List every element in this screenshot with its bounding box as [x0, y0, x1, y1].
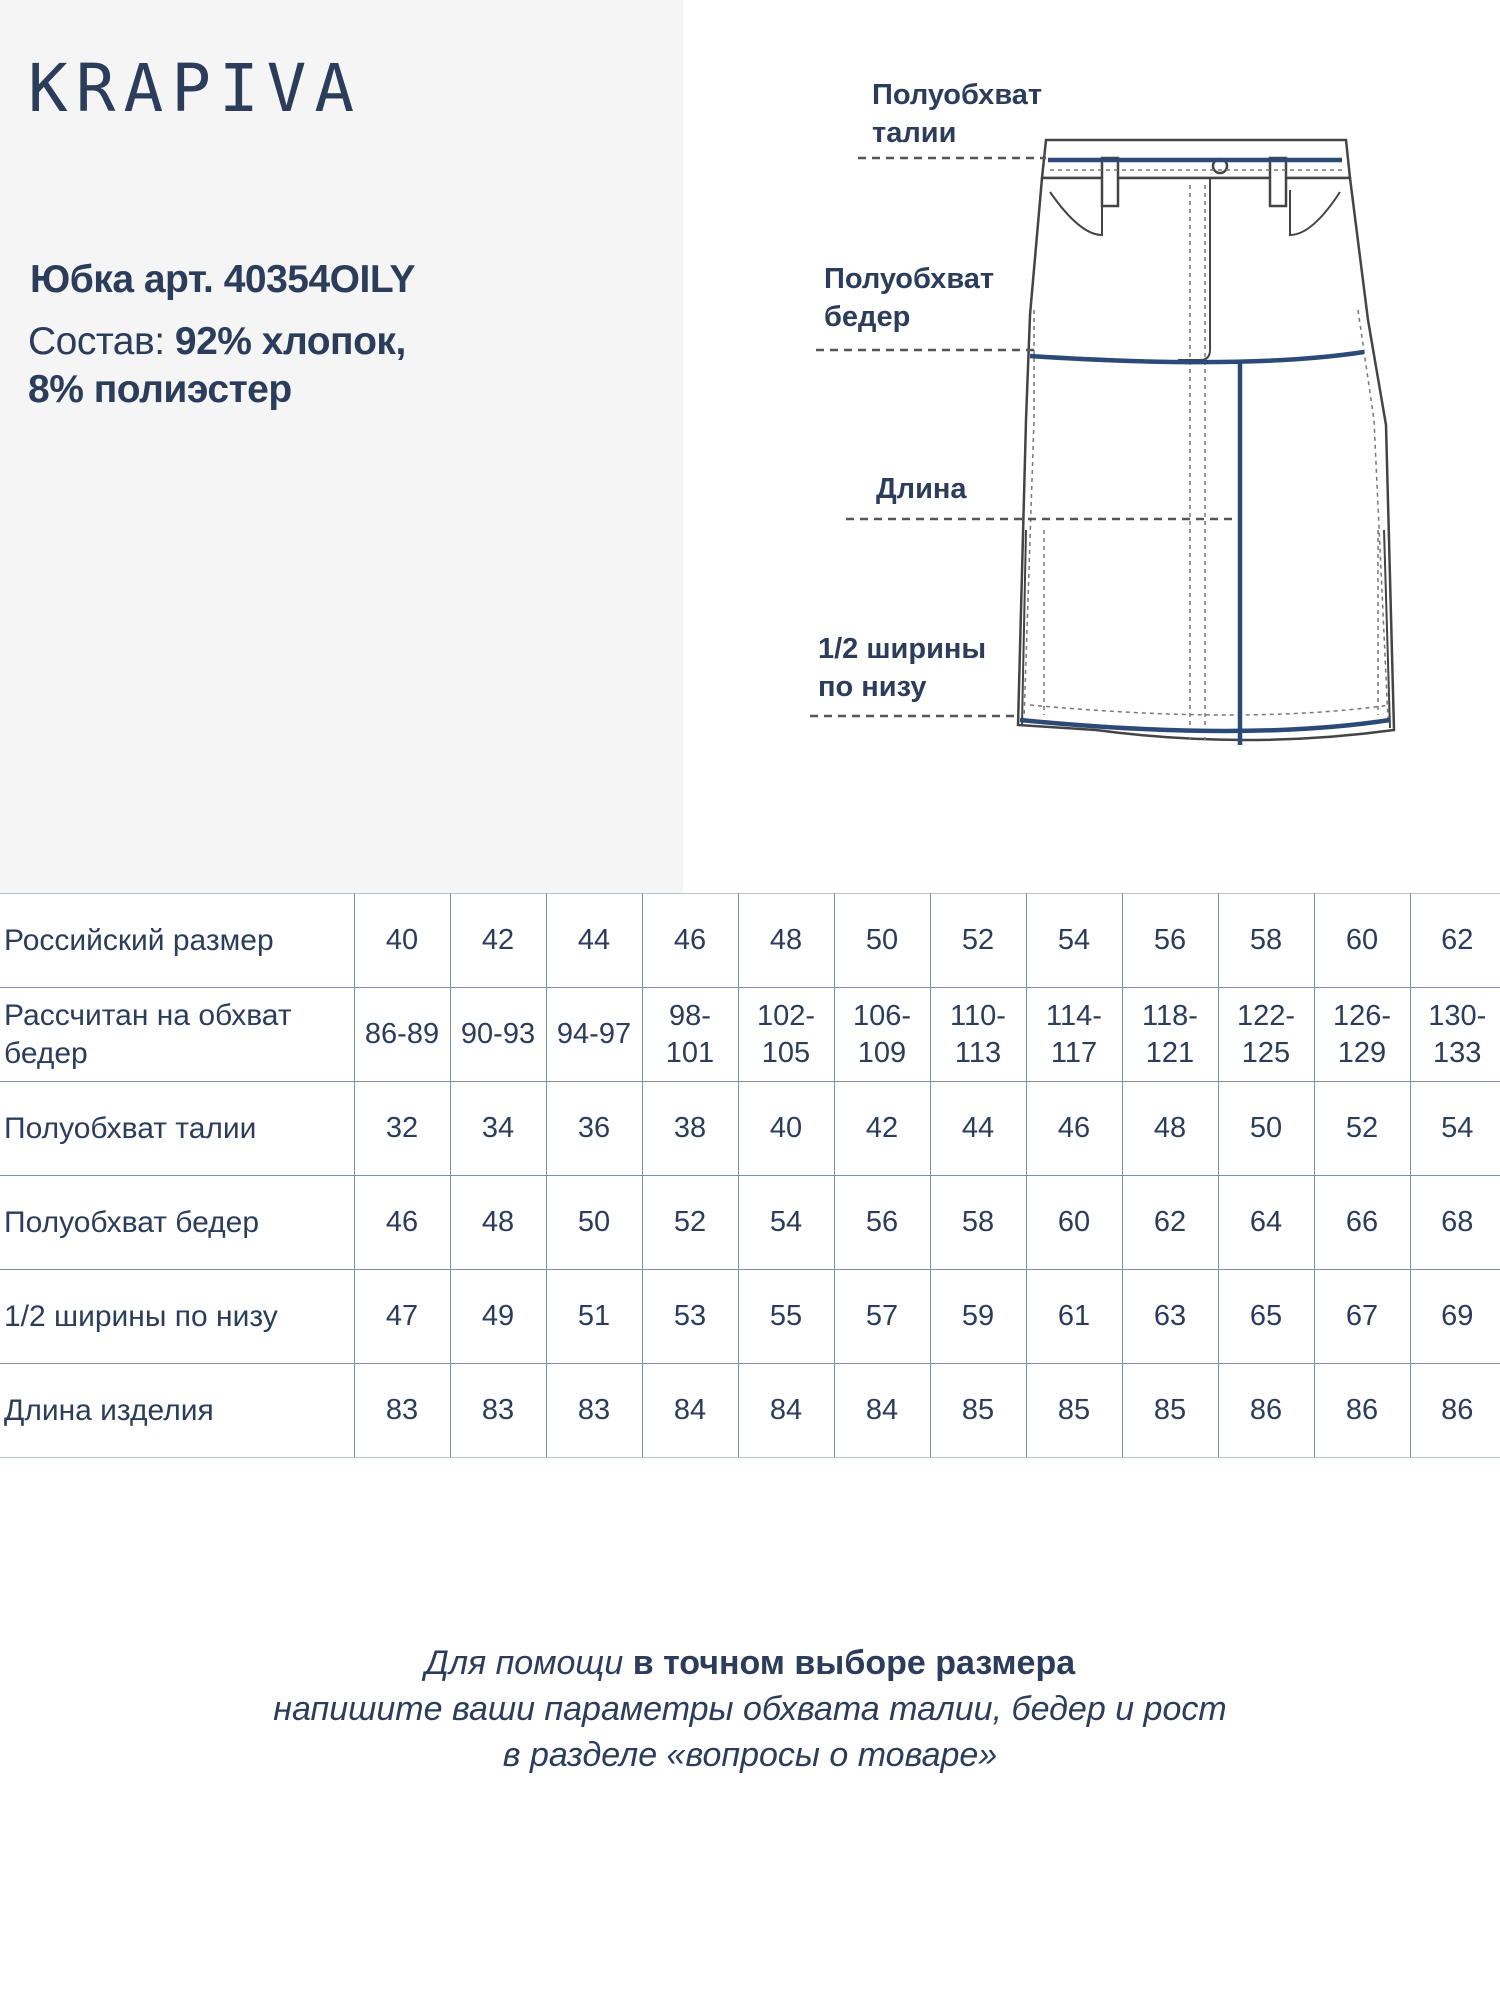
- table-cell: 69: [1410, 1270, 1500, 1364]
- row-label: Рассчитан на обхват бедер: [0, 988, 354, 1082]
- table-cell: 62: [1410, 894, 1500, 988]
- length-label: Длина: [876, 473, 967, 505]
- table-cell: 50: [1218, 1082, 1314, 1176]
- table-cell: 118- 121: [1122, 988, 1218, 1082]
- table-cell: 64: [1218, 1176, 1314, 1270]
- table-cell: 55: [738, 1270, 834, 1364]
- table-cell: 34: [450, 1082, 546, 1176]
- table-cell: 40: [738, 1082, 834, 1176]
- table-cell: 114- 117: [1026, 988, 1122, 1082]
- table-cell: 56: [834, 1176, 930, 1270]
- row-label: 1/2 ширины по низу: [0, 1270, 354, 1364]
- table-cell: 52: [642, 1176, 738, 1270]
- table-cell: 38: [642, 1082, 738, 1176]
- skirt-body-shape: [1018, 178, 1394, 740]
- table-cell: 52: [930, 894, 1026, 988]
- table-cell: 90-93: [450, 988, 546, 1082]
- table-cell: 49: [450, 1270, 546, 1364]
- composition-line2: 8% полиэстер: [28, 368, 292, 411]
- composition-line1: 92% хлопок,: [174, 320, 406, 363]
- table-cell: 46: [642, 894, 738, 988]
- table-cell: 44: [930, 1082, 1026, 1176]
- table-cell: 86: [1314, 1364, 1410, 1458]
- table-cell: 122- 125: [1218, 988, 1314, 1082]
- row-label: Длина изделия: [0, 1364, 354, 1458]
- table-cell: 65: [1218, 1270, 1314, 1364]
- table-row: [0, 988, 1500, 1082]
- composition: [28, 318, 406, 414]
- product-title: Юбка арт. 40354OILY: [30, 258, 416, 301]
- table-cell: 85: [930, 1364, 1026, 1458]
- size-table: [0, 893, 1500, 1458]
- table-cell: 130- 133: [1410, 988, 1500, 1082]
- table-cell: 68: [1410, 1176, 1500, 1270]
- table-cell: 40: [354, 894, 450, 988]
- table-cell: 94-97: [546, 988, 642, 1082]
- table-cell: 54: [1026, 894, 1122, 988]
- table-cell: 126- 129: [1314, 988, 1410, 1082]
- table-cell: 50: [834, 894, 930, 988]
- table-cell: 83: [354, 1364, 450, 1458]
- table-cell: 59: [930, 1270, 1026, 1364]
- table-cell: 62: [1122, 1176, 1218, 1270]
- table-cell: 84: [642, 1364, 738, 1458]
- table-cell: 57: [834, 1270, 930, 1364]
- table-cell: 58: [1218, 894, 1314, 988]
- table-cell: 63: [1122, 1270, 1218, 1364]
- table-cell: 50: [546, 1176, 642, 1270]
- table-cell: 44: [546, 894, 642, 988]
- size-help-note: Для помощи в точном выборе размера напишите ваши параметры обхвата талии, бедер и рост в разделе «вопросы о товаре»: [273, 1644, 1227, 1774]
- row-label: Российский размер: [0, 894, 354, 988]
- table-cell: 67: [1314, 1270, 1410, 1364]
- table-cell: 102- 105: [738, 988, 834, 1082]
- table-cell: 42: [450, 894, 546, 988]
- table-cell: 60: [1314, 894, 1410, 988]
- table-cell: 36: [546, 1082, 642, 1176]
- table-cell: 48: [1122, 1082, 1218, 1176]
- info-panel: [0, 0, 683, 893]
- table-cell: 84: [738, 1364, 834, 1458]
- brand-logo: KRAPIVA: [28, 50, 363, 127]
- table-row: [0, 1082, 1500, 1176]
- row-label: Полуобхват бедер: [0, 1176, 354, 1270]
- table-cell: 54: [738, 1176, 834, 1270]
- table-cell: 53: [642, 1270, 738, 1364]
- table-cell: 110- 113: [930, 988, 1026, 1082]
- table-cell: 51: [546, 1270, 642, 1364]
- table-cell: 60: [1026, 1176, 1122, 1270]
- table-cell: 86-89: [354, 988, 450, 1082]
- table-cell: 47: [354, 1270, 450, 1364]
- table-cell: 52: [1314, 1082, 1410, 1176]
- table-cell: 32: [354, 1082, 450, 1176]
- table-row: [0, 1270, 1500, 1364]
- table-cell: 106- 109: [834, 988, 930, 1082]
- table-cell: 66: [1314, 1176, 1410, 1270]
- table-row: [0, 894, 1500, 988]
- table-cell: 61: [1026, 1270, 1122, 1364]
- table-cell: 56: [1122, 894, 1218, 988]
- table-cell: 85: [1026, 1364, 1122, 1458]
- table-cell: 48: [450, 1176, 546, 1270]
- table-cell: 58: [930, 1176, 1026, 1270]
- table-cell: 98- 101: [642, 988, 738, 1082]
- table-row: [0, 1364, 1500, 1458]
- table-cell: 83: [546, 1364, 642, 1458]
- table-cell: 86: [1410, 1364, 1500, 1458]
- table-cell: 54: [1410, 1082, 1500, 1176]
- table-cell: 86: [1218, 1364, 1314, 1458]
- row-label: Полуобхват талии: [0, 1082, 354, 1176]
- table-cell: 42: [834, 1082, 930, 1176]
- table-cell: 84: [834, 1364, 930, 1458]
- table-cell: 46: [354, 1176, 450, 1270]
- skirt-diagram: [700, 60, 1500, 760]
- table-row: [0, 1176, 1500, 1270]
- hem-label: 1/2 ширины по низу: [818, 633, 987, 703]
- table-cell: 46: [1026, 1082, 1122, 1176]
- waist-label: Полуобхват талии: [872, 79, 1043, 149]
- composition-label: Состав:: [28, 320, 165, 363]
- hips-label: Полуобхват бедер: [824, 263, 995, 333]
- table-cell: 85: [1122, 1364, 1218, 1458]
- table-cell: 83: [450, 1364, 546, 1458]
- table-cell: 48: [738, 894, 834, 988]
